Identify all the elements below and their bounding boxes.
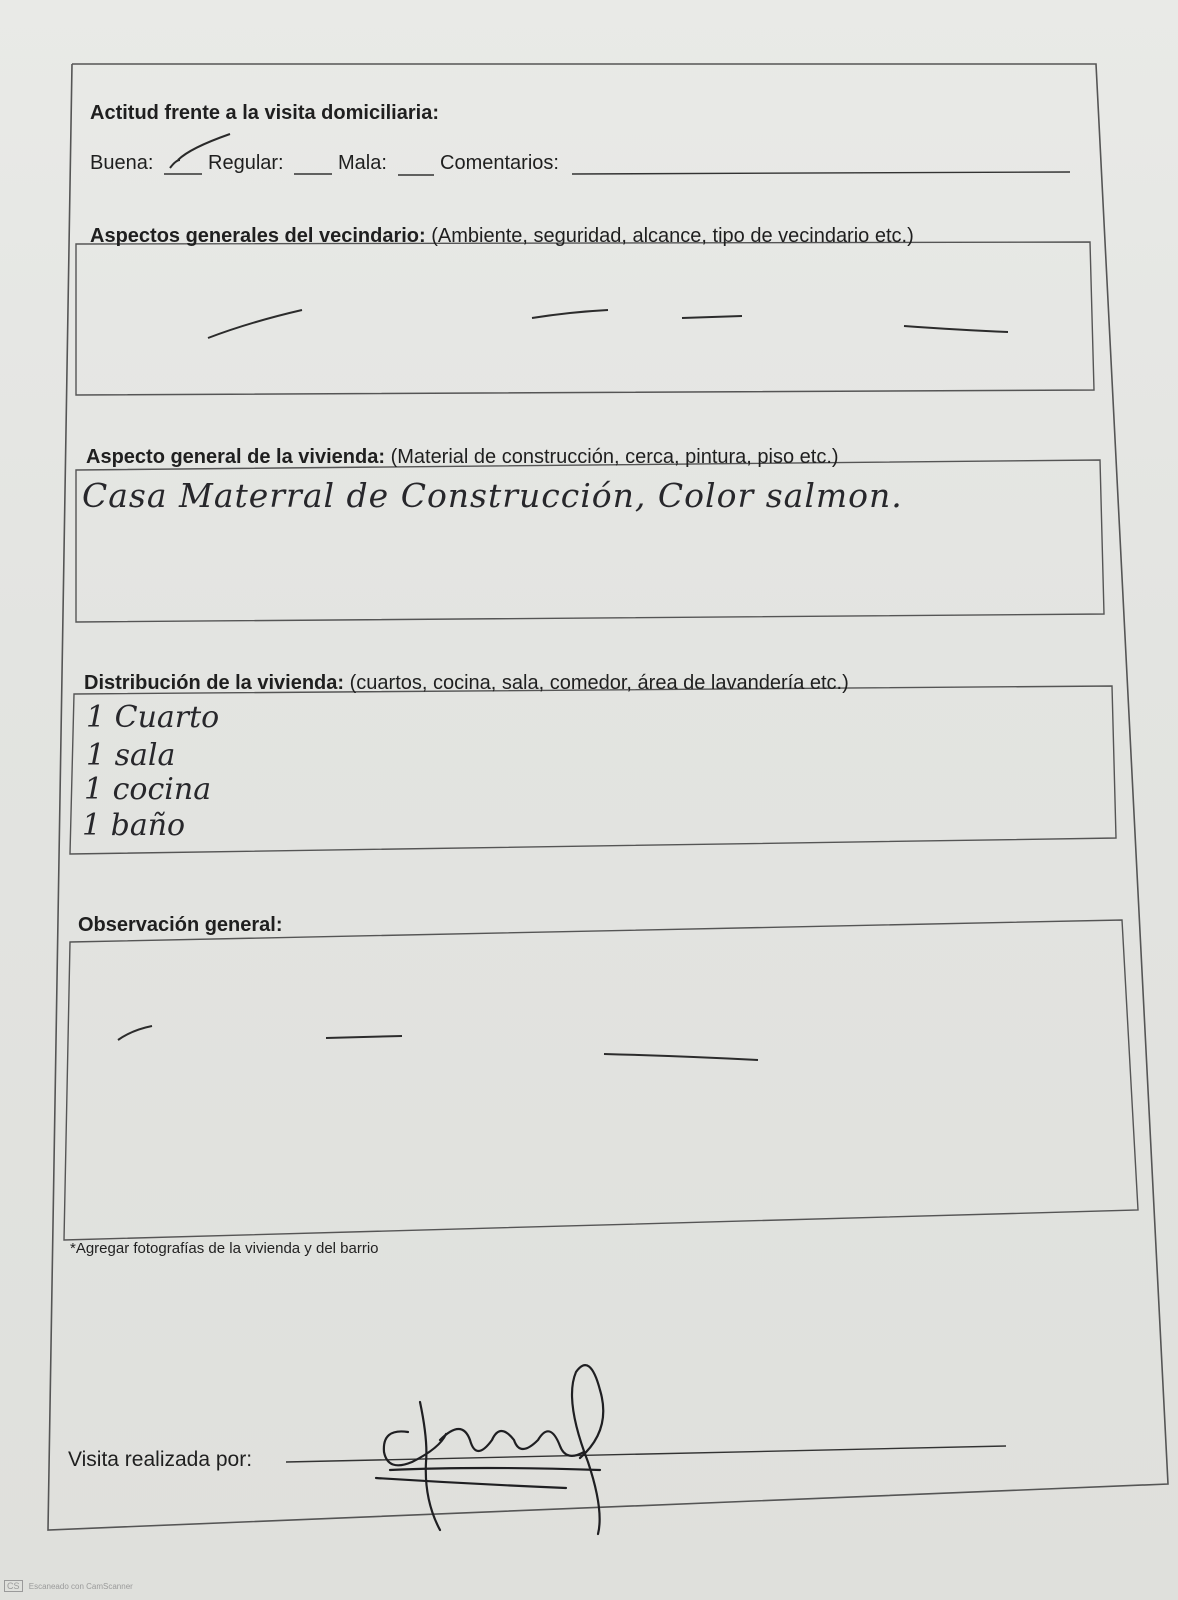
neighborhood-hint: (Ambiente, seguridad, alcance, tipo de vecindario etc.)	[431, 225, 914, 247]
housing-hint: (Material de construcción, cerca, pintura, piso etc.)	[390, 446, 839, 468]
distribution-item: 1 Cuarto	[86, 700, 220, 735]
scanner-watermark	[4, 1580, 133, 1592]
distribution-item: 1 sala	[86, 738, 176, 773]
housing-handwritten: Casa Materral de Construcción, Color salmon.	[82, 476, 903, 515]
scanner-text: Escaneado con CamScanner	[28, 1582, 133, 1591]
visit-label: Visita realizada por:	[68, 1448, 253, 1471]
distribution-hint: (cuartos, cocina, sala, comedor, área de lavandería etc.)	[349, 672, 849, 694]
neighborhood-title: Aspectos generales del vecindario:	[90, 225, 426, 247]
distribution-heading	[84, 672, 849, 695]
housing-title: Aspecto general de la vivienda:	[86, 446, 385, 468]
distribution-title: Distribución de la vivienda:	[84, 672, 345, 694]
observation-title: Observación general:	[78, 914, 283, 936]
distribution-item: 1 cocina	[84, 772, 212, 807]
attitude-title: Actitud frente a la visita domiciliaria:	[90, 102, 439, 124]
buena-label: Buena:	[90, 152, 154, 174]
regular-label: Regular:	[208, 152, 284, 174]
housing-heading	[86, 446, 839, 469]
cs-logo: CS	[4, 1580, 23, 1592]
photo-note: *Agregar fotografías de la vivienda y del barrio	[70, 1240, 379, 1257]
neighborhood-heading	[90, 225, 914, 248]
distribution-item: 1 baño	[82, 808, 186, 843]
comentarios-label: Comentarios:	[440, 152, 559, 174]
mala-label: Mala:	[338, 152, 387, 174]
